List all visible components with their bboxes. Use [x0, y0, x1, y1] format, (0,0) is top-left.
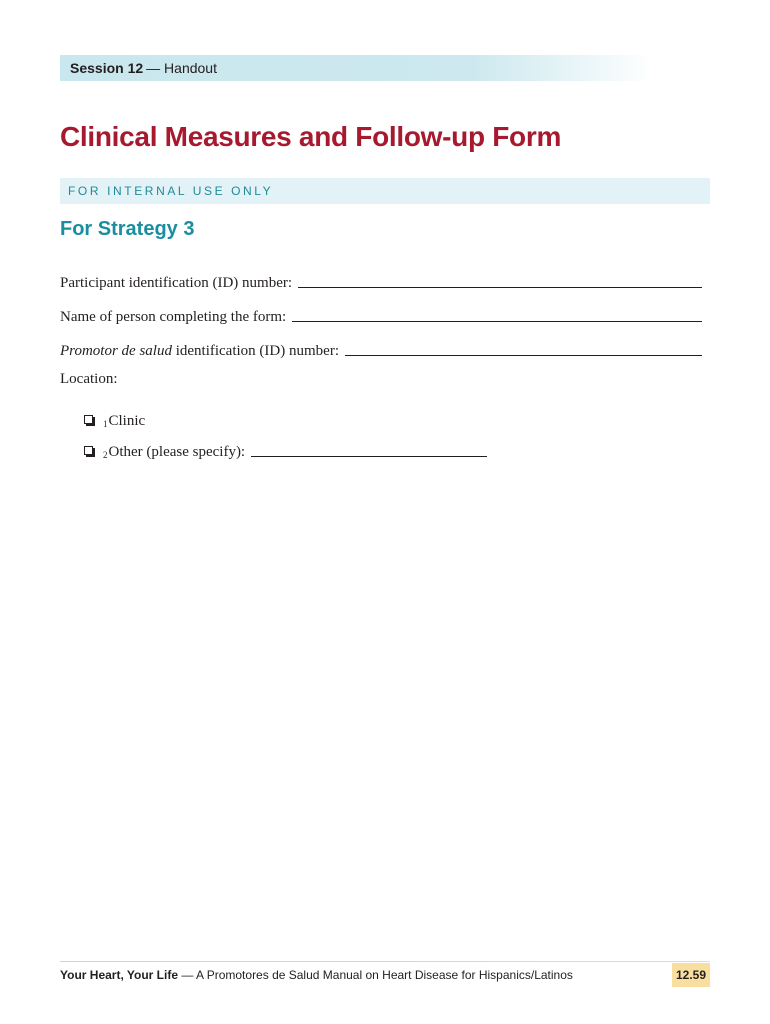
option-code: 1: [103, 419, 108, 429]
page-number: 12.59: [675, 968, 707, 982]
participant-id-label: Participant identification (ID) number:: [60, 275, 293, 291]
internal-use-band: [60, 178, 710, 204]
page-title: Clinical Measures and Follow-up Form: [60, 121, 562, 152]
participant-id-field[interactable]: [60, 270, 702, 292]
location-label: Location:: [60, 371, 118, 387]
other-checkbox[interactable]: [84, 446, 93, 455]
participant-id-input-line[interactable]: [298, 287, 702, 288]
session-number: Session 12: [70, 60, 144, 76]
promotor-id-label-italic: Promotor de salud: [60, 343, 172, 359]
footer-subtitle: — A Promotores de Salud Manual on Heart Disease for Hispanics/Latinos: [178, 968, 573, 982]
footer-text: [60, 968, 573, 982]
completer-name-input-line[interactable]: [292, 321, 702, 322]
promotor-id-label-rest: identification (ID) number:: [171, 343, 339, 359]
footer-divider: [60, 961, 710, 962]
completer-name-label: Name of person completing the form:: [60, 309, 287, 325]
option-label: Other (please specify):: [108, 444, 246, 460]
internal-use-label: FOR INTERNAL USE ONLY: [68, 184, 274, 198]
option-code: 2: [103, 450, 108, 460]
location-option-clinic[interactable]: [84, 408, 145, 430]
clinic-checkbox[interactable]: [84, 415, 93, 424]
footer-book-title: Your Heart, Your Life: [60, 968, 179, 982]
location-option-other[interactable]: [84, 439, 487, 461]
option-label: Clinic: [108, 413, 146, 429]
promotor-id-input-line[interactable]: [345, 355, 702, 356]
page-number-badge: [672, 963, 710, 987]
strategy-heading: For Strategy 3: [60, 218, 195, 240]
session-header-band: [60, 55, 652, 81]
completer-name-field[interactable]: [60, 304, 702, 326]
session-type: — Handout: [146, 60, 217, 76]
other-specify-input-line[interactable]: [251, 456, 487, 457]
promotor-id-field[interactable]: [60, 338, 702, 360]
promotor-id-label: [60, 343, 339, 360]
